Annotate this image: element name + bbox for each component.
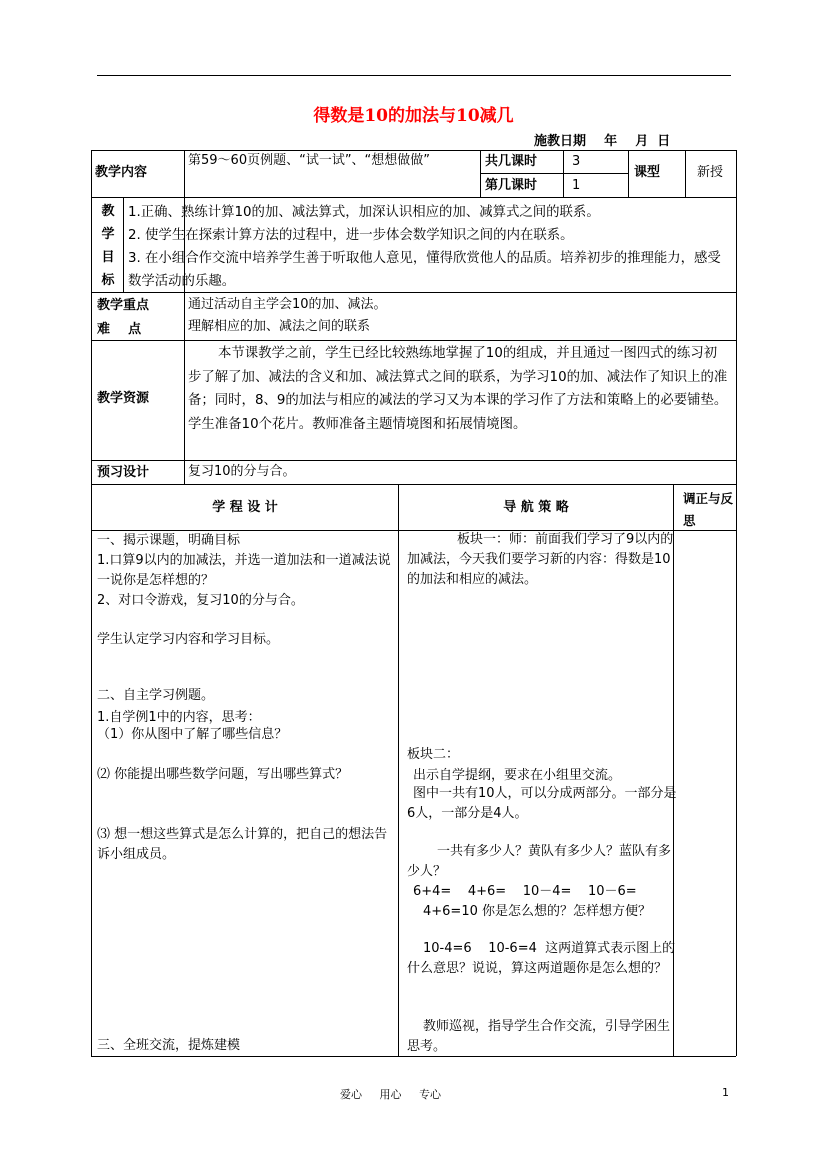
objectives-label-char: 学 — [101, 227, 115, 242]
left-item: ⑶ 想一想这些算式是怎么计算的，把自己的想法告诉小组成员。 — [97, 827, 388, 862]
mid-item: 板块一：师：前面我们学习了9以内的加减法，今天我们要学习新的内容：得数是10的加法和相应的减法。 — [407, 532, 674, 587]
objectives-label-char: 标 — [101, 273, 115, 288]
left-item: 三、全班交流，提炼建模 — [97, 1038, 241, 1053]
date-line: 施教日期 年 月 日 — [534, 134, 671, 149]
difficulty-text: 理解相应的加、减法之间的联系 — [188, 319, 371, 334]
mid-item: 板块二： — [407, 747, 460, 762]
objective-item: 3. 在小组合作交流中培养学生善于听取他人意见，懂得欣赏他人的品质。培养初步的推理能力，感受数学活动的乐趣。 — [128, 251, 721, 289]
difficulty-label: 难 点 — [97, 322, 142, 337]
mid-item: 一共有多少人？黄队有多少人？蓝队有多少人？ — [407, 844, 672, 879]
objectives-label-char: 教 — [101, 204, 115, 219]
left-item: （1）你从图中了解了哪些信息？ — [97, 727, 288, 742]
lesson-type-value: 新授 — [697, 165, 724, 180]
page-number: 1 — [722, 1086, 729, 1099]
left-item: 二、自主学习例题。 — [97, 688, 215, 703]
left-item: 1.自学例1中的内容，思考： — [97, 710, 261, 725]
mid-item: 出示自学提纲，要求在小组里交流。 — [413, 768, 622, 783]
column-header-strategy: 导 航 策 略 — [503, 500, 569, 515]
left-item: ⑵ 你能提出哪些数学问题，写出哪些算式？ — [97, 767, 349, 782]
column-header-learning: 学 程 设 计 — [212, 500, 278, 515]
page-title: 得数是10的加法与10减几 — [313, 106, 514, 126]
left-item: 1.口算9以内的加减法，并选一道加法和一道减法说一说你是怎样想的？ — [97, 553, 391, 588]
left-item: 2、对口令游戏，复习10的分与合。 — [97, 593, 304, 608]
preview-text: 复习10的分与合。 — [188, 464, 296, 479]
key-point-text: 通过活动自主学会10的加、减法。 — [188, 297, 387, 312]
objectives-label — [95, 200, 121, 292]
mid-item: 6+4= 4+6= 10－4= 10－6= — [413, 884, 637, 899]
mid-item: 图中一共有10人，可以分成两部分。一部分是6人，一部分是4人。 — [407, 786, 677, 821]
current-period-label: 第几课时 — [485, 178, 538, 193]
mid-item: 10-4=6 10-6=4 这两道算式表示图上的什么意思？说说，算这两道题你是怎么想的？ — [407, 941, 676, 976]
mid-item: 教师巡视，指导学生合作交流，引导学困生思考。 — [407, 1019, 671, 1054]
objectives-label-char: 目 — [101, 250, 115, 265]
current-period-value: 1 — [572, 178, 581, 193]
objective-item: 1.正确、熟练计算10的加、减法算式，加深认识相应的加、减算式之间的联系。 — [128, 205, 600, 220]
content-text: 第59～60页例题、“试一试”、“想想做做” — [188, 153, 431, 168]
content-label: 教学内容 — [95, 165, 148, 180]
left-item: 学生认定学习内容和学习目标。 — [97, 632, 280, 647]
mid-item: 4+6=10 你是怎么想的？怎样想方便？ — [423, 904, 652, 919]
total-periods-label: 共几课时 — [485, 154, 538, 169]
resources-text: 本节课教学之前，学生已经比较熟练地掌握了10的组成，并且通过一图四式的练习初步了解了加、减法的含义和加、减法算式之间的联系，为学习10的加、减法作了知识上的准备；同时，8、9的加法与相应的减法的学习又为本课的学习作了方法和策略上的必要铺垫。学生准备10个花片。教师准备主题情境图和拓展情境图。 — [188, 346, 728, 432]
header-rule — [97, 75, 731, 76]
lesson-type-label: 课型 — [634, 165, 661, 180]
left-item: 一、揭示课题，明确目标 — [97, 533, 241, 548]
column-header-reflection: 调正与反思 — [683, 491, 734, 528]
resources-label: 教学资源 — [97, 391, 150, 406]
objective-item: 2. 使学生在探索计算方法的过程中，进一步体会数学知识之间的内在联系。 — [128, 228, 574, 243]
total-periods-value: 3 — [572, 154, 581, 169]
key-point-label: 教学重点 — [97, 298, 150, 313]
footer-motto: 爱心 用心 专心 — [340, 1088, 441, 1101]
objectives-list — [128, 201, 732, 293]
preview-label: 预习设计 — [97, 465, 150, 480]
